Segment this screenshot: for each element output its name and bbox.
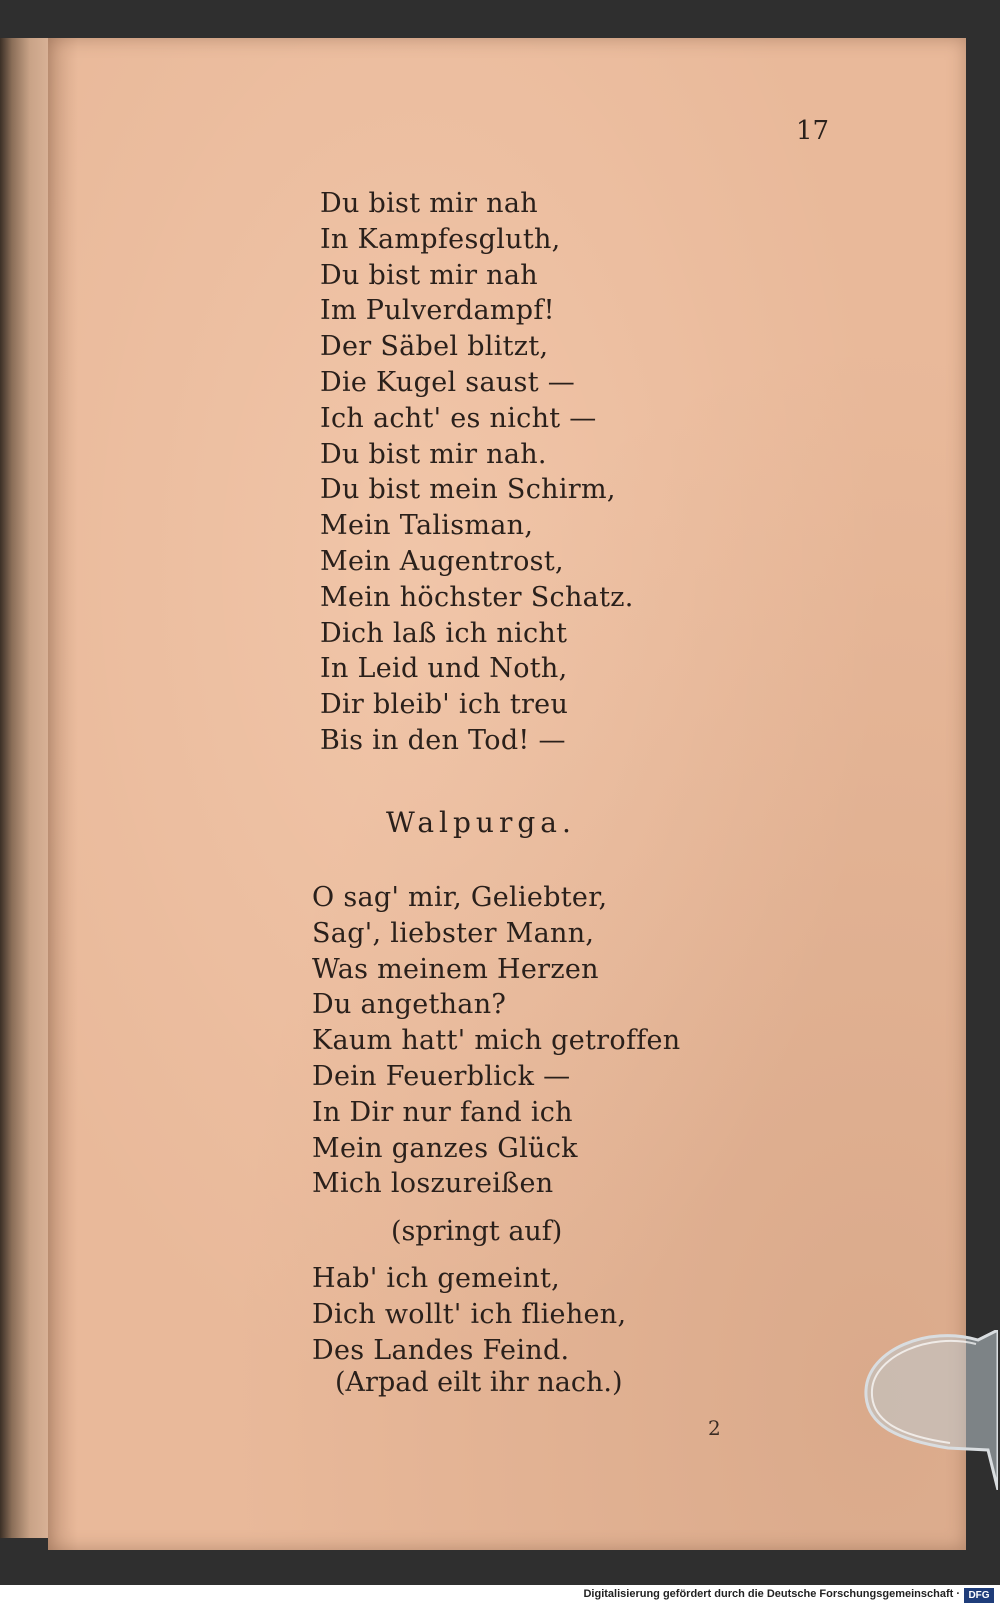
poem-line: Du angethan? [312,989,507,1021]
stage-direction: (Arpad eilt ihr nach.) [335,1367,623,1398]
poem-line: Was meinem Herzen [312,953,599,985]
poem-stanza-1 [320,186,634,759]
poem-line: Mein ganzes Glück [312,1132,578,1164]
poem-line: Hab' ich gemeint, [312,1263,561,1294]
poem-line: In Leid und Noth, [320,653,568,685]
poem-line: Die Kugel saust — [320,366,576,398]
poem-line: O sag' mir, Geliebter, [312,882,608,913]
poem-line: Du bist mein Schirm, [320,474,616,506]
stage-direction: (springt auf) [391,1216,563,1247]
poem-line: Im Pulverdampf! [320,295,555,327]
page-number: 17 [796,116,830,146]
poem-line: Des Landes Feind. [312,1334,570,1366]
poem-line: Dich laß ich nicht [320,617,568,649]
page-clip-icon [858,1330,998,1490]
poem-line: Du bist mir nah [320,188,538,219]
poem-line: Bis in den Tod! — [320,724,566,756]
poem-line: Dir bleib' ich treu [320,689,569,721]
poem-stanza-2 [312,880,681,1202]
poem-line: Der Säbel blitzt, [320,331,549,363]
poem-line: Dich wollt' ich fliehen, [312,1298,627,1330]
poem-line: Dein Feuerblick — [312,1060,571,1092]
poem-stanza-3 [312,1261,626,1368]
poem-line: In Dir nur fand ich [312,1096,573,1128]
footer-bar [0,1585,1000,1606]
funding-credit: Digitalisierung gefördert durch die Deutsche Forschungsgemeinschaft · [583,1588,960,1600]
poem-line: Ich acht' es nicht — [320,402,597,434]
poem-line: Mich loszureißen [312,1168,554,1200]
poem-line: Kaum hatt' mich getroffen [312,1025,681,1057]
dfg-logo: DFG [964,1588,994,1603]
poem-line: Sag', liebster Mann, [312,917,595,949]
poem-line: Du bist mir nah. [320,438,547,470]
poem-line: In Kampfesgluth, [320,223,561,255]
poem-line: Du bist mir nah [320,259,538,291]
poem-line: Mein höchster Schatz. [320,581,634,613]
poem-heading: Walpurga. [386,806,576,839]
poem-line: Mein Augentrost, [320,545,564,577]
book-page [48,38,966,1550]
signature-mark: 2 [708,1416,721,1440]
poem-line: Mein Talisman, [320,510,534,542]
